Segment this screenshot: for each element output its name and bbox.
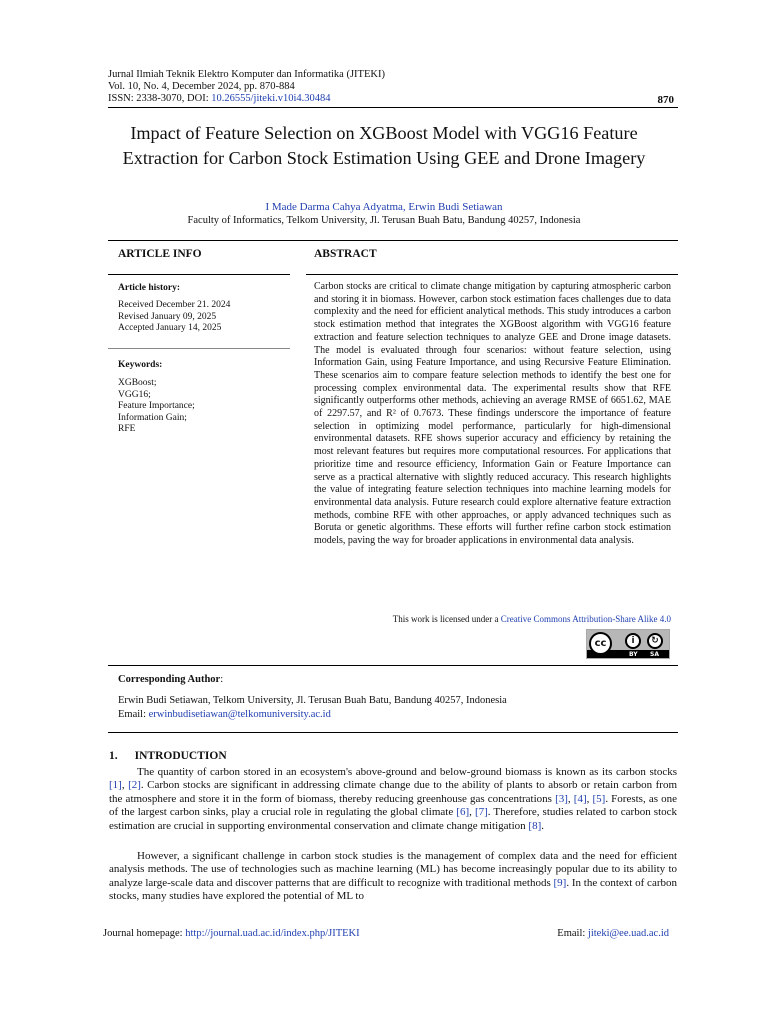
badge-sa-label: SA — [650, 651, 659, 658]
section-heading — [109, 750, 227, 762]
journal-name: Jurnal Ilmiah Teknik Elektro Komputer dan Informatika (JITEKI) — [108, 69, 385, 80]
badge-by-label: BY — [629, 651, 638, 658]
accepted-date: Accepted January 14, 2025 — [118, 323, 222, 333]
paragraph-text: . — [541, 819, 544, 832]
corresponding-label: Corresponding Author: — [118, 674, 224, 685]
corresponding-top-rule — [108, 665, 678, 666]
volume-info: Vol. 10, No. 4, December 2024, pp. 870-884 — [108, 81, 295, 92]
corresponding-email-line: Email: erwinbudisetiawan@telkomuniversity.ac.id — [118, 709, 331, 720]
authors[interactable]: I Made Darma Cahya Adyatma, Erwin Budi Setiawan — [265, 201, 503, 213]
abstract-heading: ABSTRACT — [314, 248, 377, 260]
abstract-text: Carbon stocks are critical to climate change mitigation by capturing atmospheric carbon and storing it in biomass. However, carbon stock estimation faces challenges due to data complexity and the need for efficient analytical methods. This study introduces a carbon stock estimation method that integrates the XGBoost algorithm with VGG16 feature extraction and feature selection techniques to analyze GEE and Drone image datasets. The model is evaluated through four scenarios: without feature selection, using Information Gain, using Feature Importance, and using Recursive Feature Elimination. These scenarios aim to compare feature selection methods to identify the best one for processing complex environmental data. The experimental results show that RFE significantly outperforms other methods, achieving an average RMSE of 6651.62, MAE of 2297.57, and R² of 0.7673. These findings underscore the importance of feature selection in optimizing model performance, particularly for high-dimensional environmental datasets. RFE shows superior accuracy and efficiency by retaining the most relevant features but requires more computational resources. For applications that prioritize time and resource efficiency, Information Gain or Feature Importance can serve as a practical alternative with slightly reduced accuracy. This research highlights the value of integrating feature selection techniques into machine learning models for environmental data analysis. Future research could explore alternative feature extraction methods, combine RFE with other approaches, or apply advanced techniques such as Boruta or genetic algorithms. These efforts will further refine carbon stock estimation models, paving the way for broader applications in environmental data analysis. — [314, 281, 671, 547]
paragraph-text: . In the context of carbon stocks, many studies have explored the potential of ML to — [109, 876, 677, 903]
received-date: Received December 21. 2024 — [118, 300, 231, 310]
corresponding-email[interactable]: erwinbudisetiawan@telkomuniversity.ac.id — [148, 709, 331, 720]
license-line: This work is licensed under a Creative Commons Attribution-Share Alike 4.0 — [392, 614, 671, 624]
citation-link[interactable]: [3] — [555, 792, 568, 805]
corresponding-address: Erwin Budi Setiawan, Telkom University, Jl. Terusan Buah Batu, Bandung 40257, Indonesia — [118, 695, 507, 706]
keywords-label: Keywords: — [118, 360, 163, 370]
cc-license-badge[interactable] — [586, 629, 670, 659]
paragraph-text: , — [121, 779, 129, 792]
header-rule — [108, 107, 678, 108]
paragraph-text: , — [586, 792, 593, 805]
cc-logo-icon: cc — [589, 632, 612, 655]
running-header — [108, 69, 385, 105]
keyword-list — [118, 378, 195, 436]
article-info-rule — [108, 274, 290, 275]
citation-link[interactable]: [5] — [592, 792, 606, 805]
history-dates — [118, 300, 230, 335]
keyword-item: RFE — [118, 424, 136, 434]
corresponding-bottom-rule — [108, 732, 678, 733]
citation-link[interactable]: [8] — [528, 819, 542, 832]
keyword-item: XGBoost; — [118, 378, 157, 388]
page-number: 870 — [657, 94, 674, 106]
license-link[interactable]: Creative Commons Attribution-Share Alike 4.0 — [500, 614, 671, 624]
citation-link[interactable]: [6] — [456, 806, 470, 819]
citation-link[interactable]: [9] — [553, 876, 567, 889]
journal-homepage: Journal homepage: http://journal.uad.ac.id/index.php/JITEKI — [103, 928, 360, 939]
paragraph-text: , — [567, 792, 574, 805]
intro-paragraph-2 — [109, 850, 677, 904]
keyword-item: Information Gain; — [118, 412, 187, 423]
homepage-link[interactable]: http://journal.uad.ac.id/index.php/JITEKI — [185, 928, 360, 939]
keyword-item: VGG16; — [118, 389, 151, 400]
citation-link[interactable]: [2] — [128, 779, 141, 792]
affiliation: Faculty of Informatics, Telkom University, Jl. Terusan Buah Batu, Bandung 40257, Indonesia — [187, 215, 581, 226]
section-number: 1. — [109, 750, 118, 762]
paragraph-text: . Therefore, studies related to carbon stock estimation are crucial in supporting environmental conservation and climate change mitigation — [109, 806, 678, 832]
paragraph-text: . Carbon stocks are significant in addressing climate change due to the ability of plants to absorb or retain carbon from the atmosphere and store it in the form of biomass, thereby reducing greenhouse gas concentrations — [109, 779, 677, 805]
history-label: Article history: — [118, 283, 180, 293]
paragraph-text: However, a significant challenge in carbon stock studies is the management of complex data and the need for efficient analysis methods. The use of technologies such as machine learning (ML) has become increasingly popular due to its ability to analyze large-scale data and discover patterns that are difficult to recognize with traditional methods — [109, 850, 677, 889]
citation-link[interactable]: [7] — [474, 806, 488, 819]
paper-title: Impact of Feature Selection on XGBoost Model with VGG16 Feature Extraction for Carbon Stock Estimation Using GEE and Drone Imagery — [122, 123, 646, 168]
journal-email-link[interactable]: jiteki@ee.uad.ac.id — [587, 928, 669, 939]
abstract-rule — [306, 274, 678, 275]
citation-link[interactable]: [1] — [109, 779, 122, 792]
article-info-heading: ARTICLE INFO — [118, 248, 202, 260]
citation-link[interactable]: [4] — [573, 792, 587, 805]
doi-link[interactable]: 10.26555/jiteki.v10i4.30484 — [211, 93, 331, 104]
attribution-icon: i — [625, 633, 641, 649]
info-divider — [108, 348, 290, 349]
journal-email: Email: jiteki@ee.uad.ac.id — [557, 928, 669, 939]
paragraph-text: , — [469, 806, 475, 819]
paragraph-text: . Forests, as one of the largest carbon sinks, play a crucial role in regulating the global climate — [109, 792, 678, 819]
intro-paragraph-1 — [109, 766, 677, 833]
keyword-item: Feature Importance; — [118, 401, 195, 411]
issn-doi: ISSN: 2338-3070, DOI: 10.26555/jiteki.v10i4.30484 — [108, 93, 331, 104]
section-title: INTRODUCTION — [134, 750, 227, 762]
revised-date: Revised January 09, 2025 — [118, 311, 217, 322]
section-top-rule — [108, 240, 678, 241]
share-alike-icon: ↻ — [647, 633, 663, 649]
paragraph-text: The quantity of carbon stored in an ecosystem's above-ground and below-ground biomass is known as its carbon stocks — [137, 766, 677, 778]
